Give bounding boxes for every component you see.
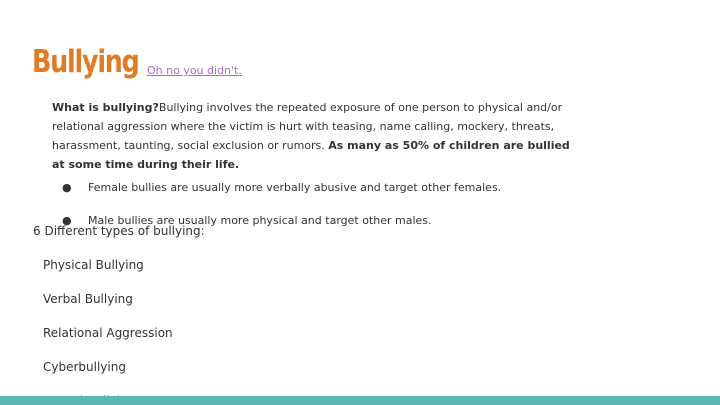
- type-item-relational: Relational Aggression: [43, 326, 173, 340]
- accent-bar: [0, 396, 720, 405]
- types-heading: 6 Different types of bullying:: [33, 224, 205, 238]
- bullet-marker: ●: [62, 214, 72, 227]
- subtitle-link[interactable]: Oh no you didn't.: [147, 64, 242, 77]
- bullet-text: Male bullies are usually more physical and target other males.: [88, 214, 432, 227]
- type-item-verbal: Verbal Bullying: [43, 292, 133, 306]
- type-item-cyber: Cyberbullying: [43, 360, 126, 374]
- slide-title: Bullying: [32, 44, 139, 80]
- bullet-text: Female bullies are usually more verbally abusive and target other females.: [88, 181, 502, 194]
- bullet-marker: ●: [62, 181, 72, 194]
- intro-paragraph: [52, 98, 582, 174]
- type-item-physical: Physical Bullying: [43, 258, 144, 272]
- intro-body: Bullying involves the repeated exposure of one person to physical and/or relational aggression where the victim is hurt with teasing, name calling, mockery, threats, harassment, taunting, social exclusion or rumors.: [52, 101, 563, 152]
- intro-emphasis: As many as 50% of children are bullied at some time during their life.: [52, 139, 570, 171]
- intro-lead: What is bullying?: [52, 101, 159, 114]
